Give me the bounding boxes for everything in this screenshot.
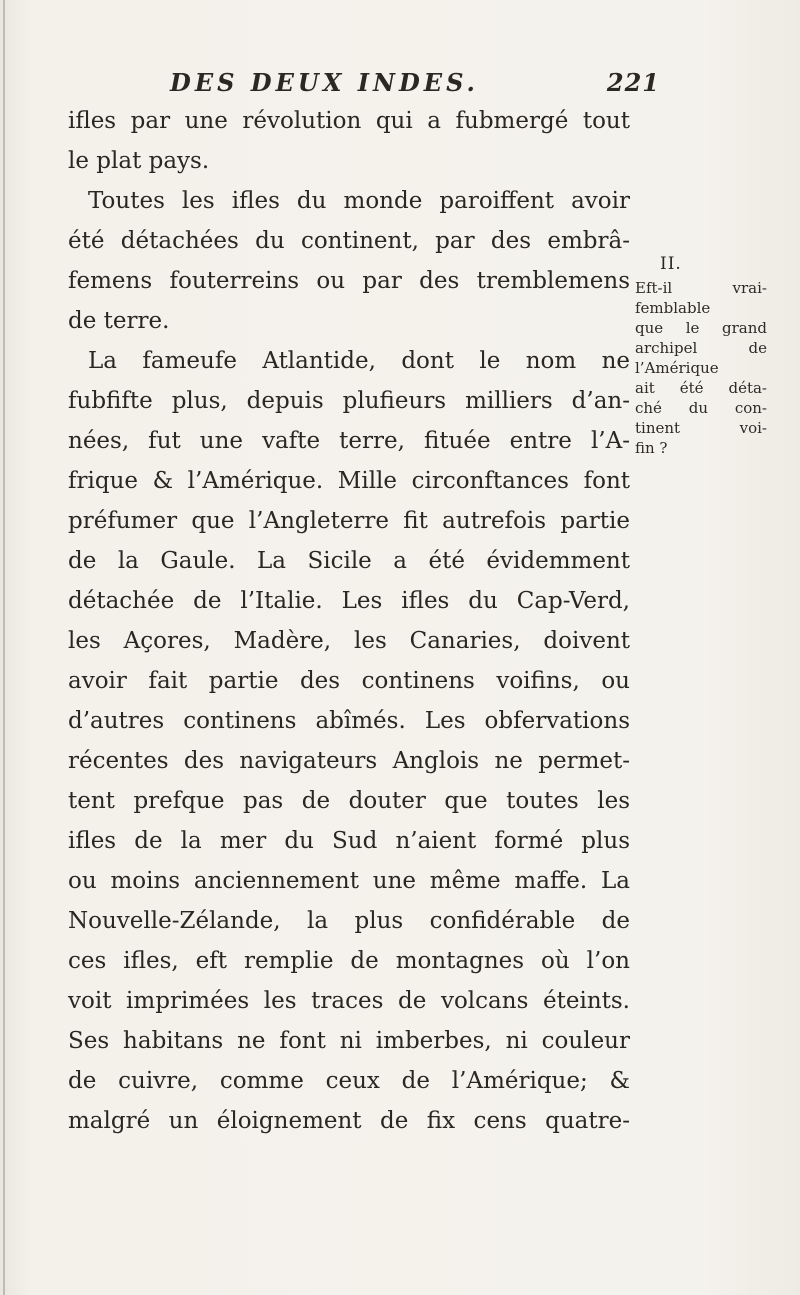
text-line: d’autres continens abîmés. Les obfervations (68, 708, 630, 734)
body-text (68, 101, 630, 1141)
margin-note-line: fin ? (635, 439, 668, 457)
margin-note-line: que le grand (635, 319, 767, 337)
text-line: détachée de l’Italie. Les ifles du Cap-Verd, (68, 588, 630, 614)
text-line: de terre. (68, 308, 170, 334)
text-line: malgré un éloignement de fix cens quatre- (68, 1108, 630, 1134)
margin-note (635, 278, 767, 458)
text-line: femens fouterreins ou par des tremblemens (68, 268, 630, 294)
text-line: ou moins anciennement une même maffe. La (68, 868, 630, 894)
text-line: ces ifles, eft remplie de montagnes où l’on (68, 948, 630, 974)
page-edge-line (3, 0, 5, 1295)
text-line: le plat pays. (68, 148, 210, 174)
text-line: voit imprimées les traces de volcans éteints. (68, 988, 630, 1014)
text-line: tent prefque pas de douter que toutes les (68, 788, 630, 814)
text-line: avoir fait partie des continens voifins, ou (68, 668, 630, 694)
text-line: récentes des navigateurs Anglois ne permet- (68, 748, 630, 774)
text-line: été détachées du continent, par des embrâ- (68, 228, 630, 254)
text-line: La fameufe Atlantide, dont le nom ne (88, 348, 630, 374)
margin-note-line: archipel de (635, 339, 767, 357)
text-line: préfumer que l’Angleterre fit autrefois partie (68, 508, 630, 534)
margin-note-line: Eft-il vrai- (635, 279, 767, 297)
text-line: de la Gaule. La Sicile a été évidemment (68, 548, 630, 574)
text-line: Ses habitans ne font ni imberbes, ni couleur (68, 1028, 630, 1054)
margin-note-line: tinent voi- (635, 419, 767, 437)
margin-note-line: ché du con- (635, 399, 767, 417)
running-head: DES DEUX INDES. (170, 68, 479, 97)
text-line: ifles de la mer du Sud n’aient formé plus (68, 828, 630, 854)
margin-note-line: l’Amérique (635, 359, 719, 377)
margin-note-line: femblable (635, 299, 711, 317)
margin-note-line: ait été déta- (635, 379, 767, 397)
text-line: ifles par une révolution qui a fubmergé tout (68, 108, 630, 134)
text-line: de cuivre, comme ceux de l’Amérique; & (68, 1068, 630, 1094)
text-line: les Açores, Madère, les Canaries, doivent (68, 628, 630, 654)
margin-section-number: II. (660, 254, 682, 274)
text-line: fubfifte plus, depuis plufieurs milliers d’an- (68, 388, 630, 414)
text-line: nées, fut une vafte terre, fituée entre l’A- (68, 428, 630, 454)
text-line: Nouvelle-Zélande, la plus confidérable de (68, 908, 630, 934)
page-number: 221 (606, 68, 660, 97)
text-line: Toutes les ifles du monde paroiffent avoir (88, 188, 630, 214)
text-line: frique & l’Amérique. Mille circonftances font (68, 468, 630, 494)
